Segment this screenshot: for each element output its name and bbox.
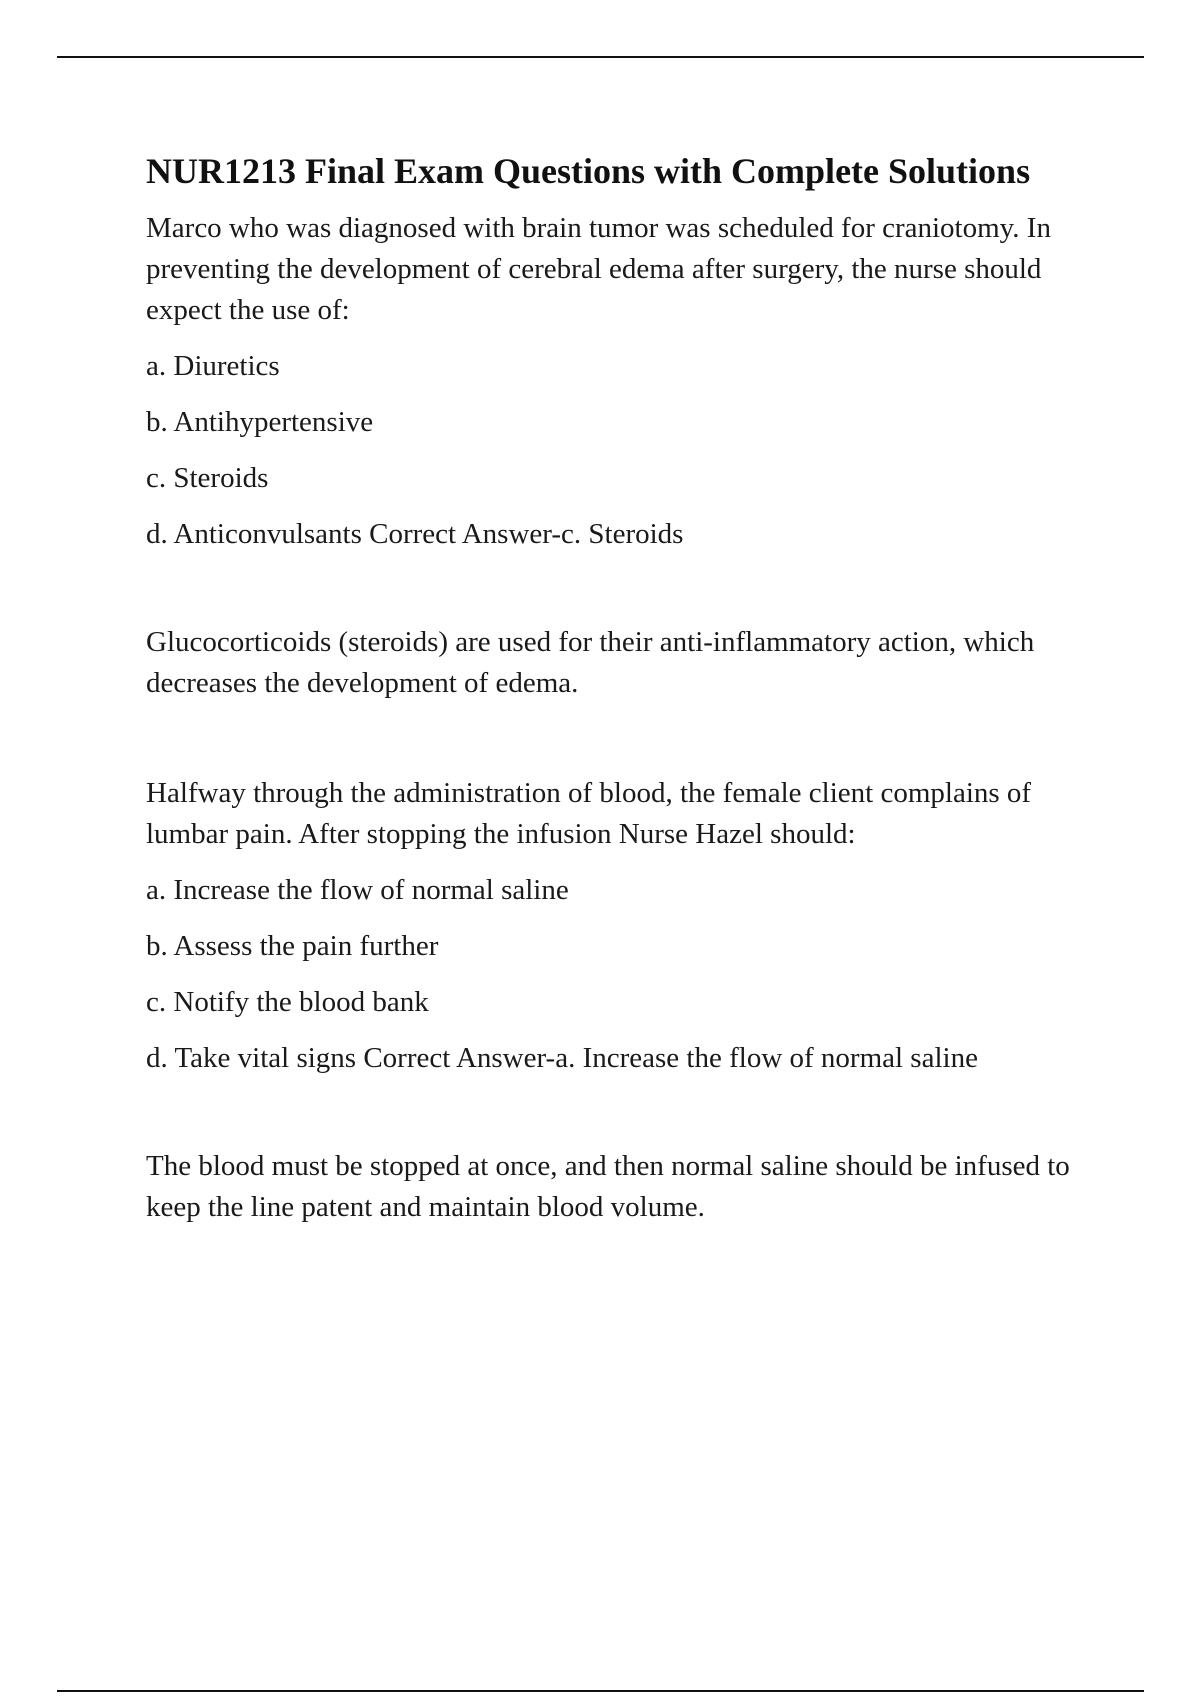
rationale-text: Glucocorticoids (steroids) are used for their anti-inflammatory action, which decreases the development of edema. bbox=[146, 626, 1035, 699]
answer-options bbox=[146, 870, 1086, 1079]
option-b: b. Antihypertensive bbox=[146, 406, 374, 438]
option-b: b. Assess the pain further bbox=[146, 930, 439, 962]
option-c: c. Steroids bbox=[146, 462, 269, 494]
header-rule bbox=[57, 56, 1144, 58]
footer-rule bbox=[57, 1690, 1144, 1692]
question-stem: Marco who was diagnosed with brain tumor was scheduled for craniotomy. In preventing the development of cerebral edema after surgery, the nurse should expect the use of: bbox=[146, 212, 1051, 326]
question-stem: Halfway through the administration of blood, the female client complains of lumbar pain. After stopping the infusion Nurse Hazel should: bbox=[146, 777, 1032, 850]
option-c: c. Notify the blood bank bbox=[146, 986, 429, 1018]
option-d-with-answer: d. Take vital signs Correct Answer-a. Increase the flow of normal saline bbox=[146, 1042, 978, 1074]
option-d-with-answer: d. Anticonvulsants Correct Answer-c. Steroids bbox=[146, 518, 684, 550]
option-a: a. Increase the flow of normal saline bbox=[146, 874, 569, 906]
question-block-1 bbox=[146, 208, 1086, 704]
answer-options bbox=[146, 346, 1086, 555]
question-block-2 bbox=[146, 773, 1086, 1228]
rationale-text: The blood must be stopped at once, and then normal saline should be infused to keep the line patent and maintain blood volume. bbox=[146, 1150, 1070, 1223]
option-a: a. Diuretics bbox=[146, 350, 280, 382]
page-content bbox=[146, 146, 1086, 1228]
document-title: NUR1213 Final Exam Questions with Complete Solutions bbox=[146, 151, 1031, 191]
